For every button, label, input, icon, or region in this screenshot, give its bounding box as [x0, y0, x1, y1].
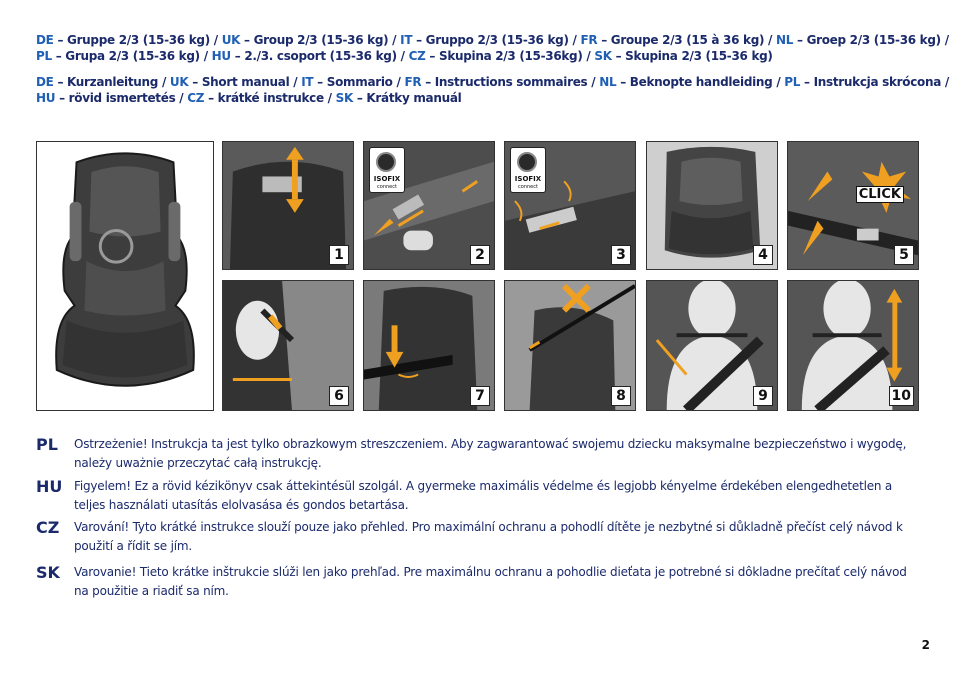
isofix-sub: connect — [377, 184, 397, 190]
step-panel-4 — [646, 141, 778, 270]
step-number: 10 — [889, 386, 914, 406]
step-number: 2 — [470, 245, 490, 265]
lang-code: HU — [211, 49, 231, 63]
header-line-1 — [36, 32, 949, 48]
step-number: 7 — [470, 386, 490, 406]
lang-code: IT — [301, 75, 314, 89]
warning-lang-code: SK — [36, 563, 60, 582]
step-panel-2 — [363, 141, 495, 270]
lang-code: NL — [599, 75, 617, 89]
isofix-badge — [510, 147, 546, 193]
header-text: – Short manual / — [188, 75, 302, 89]
warning-lang-code: CZ — [36, 518, 60, 537]
isofix-brand: ISOFIX — [514, 175, 542, 183]
header-text: – Grupa 2/3 (15-36 kg) / — [51, 49, 212, 63]
lang-code: DE — [36, 75, 54, 89]
warning-lang-code: HU — [36, 477, 63, 496]
warning-sk — [36, 563, 920, 603]
header-text: – krátké instrukce / — [204, 91, 336, 105]
step-number: 3 — [611, 245, 631, 265]
header-text: – Skupina 2/3 (15-36 kg) — [611, 49, 773, 63]
header-text: – Krátky manuál — [352, 91, 462, 105]
step-panel-6 — [222, 280, 354, 411]
step-panel-7 — [363, 280, 495, 411]
page-number: 2 — [921, 638, 930, 652]
lang-code: UK — [221, 33, 241, 47]
warning-pl — [36, 435, 920, 475]
isofix-icon — [517, 152, 537, 172]
step-panel-1 — [222, 141, 354, 270]
lang-code: CZ — [187, 91, 205, 105]
header-text: – Group 2/3 (15-36 kg) / — [240, 33, 401, 47]
lang-code: SK — [335, 91, 353, 105]
car-seat-overview-image — [36, 141, 214, 411]
header-text: – Gruppe 2/3 (15-36 kg) / — [53, 33, 222, 47]
isofix-icon — [376, 152, 396, 172]
click-label: CLICK — [856, 186, 904, 203]
lang-code: FR — [404, 75, 422, 89]
step-panel-9 — [646, 280, 778, 411]
warning-hu — [36, 477, 920, 517]
step-number: 8 — [611, 386, 631, 406]
step-panel-5 — [787, 141, 919, 270]
warning-text: Varování! Tyto krátké instrukce slouží pouze jako přehled. Pro maximální ochranu a pohodlí dítěte je nezbytné si důkladně přečíst celý návod k použití a řídit se jím. — [74, 520, 903, 553]
lang-code: UK — [169, 75, 189, 89]
step-panel-10 — [787, 280, 919, 411]
step-number: 6 — [329, 386, 349, 406]
warning-text: Varovanie! Tieto krátke inštrukcie slúži len jako prehľad. Pre maximálnu ochranu a pohodlie dieťata je potrebné si dôkladne prečítať celý návod na použitie a riadiť sa ním. — [74, 565, 907, 598]
lang-code: SK — [594, 49, 612, 63]
header-text: – Instrukcja skrócona / — [800, 75, 949, 89]
header-line-3 — [36, 74, 949, 90]
step-number: 5 — [894, 245, 914, 265]
header-text: – Groupe 2/3 (15 à 36 kg) / — [597, 33, 777, 47]
car-seat-drawing — [37, 142, 213, 410]
step-number: 9 — [753, 386, 773, 406]
header-text: – rövid ismertetés / — [55, 91, 188, 105]
lang-code: IT — [400, 33, 413, 47]
isofix-sub: connect — [518, 184, 538, 190]
lang-code: PL — [36, 49, 52, 63]
lang-code: HU — [36, 91, 56, 105]
header-line-2 — [36, 48, 773, 64]
warning-cz — [36, 518, 920, 558]
header-text: – Beknopte handleiding / — [616, 75, 785, 89]
step-panel-3 — [504, 141, 636, 270]
header-text: – Sommario / — [313, 75, 405, 89]
lang-code: NL — [776, 33, 794, 47]
header-text: – Groep 2/3 (15-36 kg) / — [793, 33, 949, 47]
isofix-badge — [369, 147, 405, 193]
lang-code: DE — [36, 33, 54, 47]
header-line-4 — [36, 90, 461, 106]
step-number: 1 — [329, 245, 349, 265]
header-text: – 2./3. csoport (15-36 kg) / — [230, 49, 409, 63]
header-text: – Skupina 2/3 (15-36kg) / — [425, 49, 595, 63]
warning-lang-code: PL — [36, 435, 58, 454]
warning-text: Figyelem! Ez a rövid kézikönyv csak áttekintésül szolgál. A gyermeke maximális védelme és legjobb kényelme érdekében elengedhetetlen a teljes használati utasítás elolvasása és gondos betartása. — [74, 479, 893, 512]
step-number: 4 — [753, 245, 773, 265]
isofix-brand: ISOFIX — [373, 175, 401, 183]
header-text: – Gruppo 2/3 (15-36 kg) / — [412, 33, 581, 47]
header-text: – Kurzanleitung / — [53, 75, 170, 89]
lang-code: PL — [784, 75, 801, 89]
step-panel-8 — [504, 280, 636, 411]
header-text: – Instructions sommaires / — [421, 75, 600, 89]
lang-code: CZ — [408, 49, 426, 63]
lang-code: FR — [580, 33, 598, 47]
warning-text: Ostrzeżenie! Instrukcja ta jest tylko obrazkowym streszczeniem. Aby zagwarantować swojemu dziecku maksymalne bezpieczeństwo i wygodę, należy uważnie przeczytać całą instrukcję. — [74, 437, 907, 470]
